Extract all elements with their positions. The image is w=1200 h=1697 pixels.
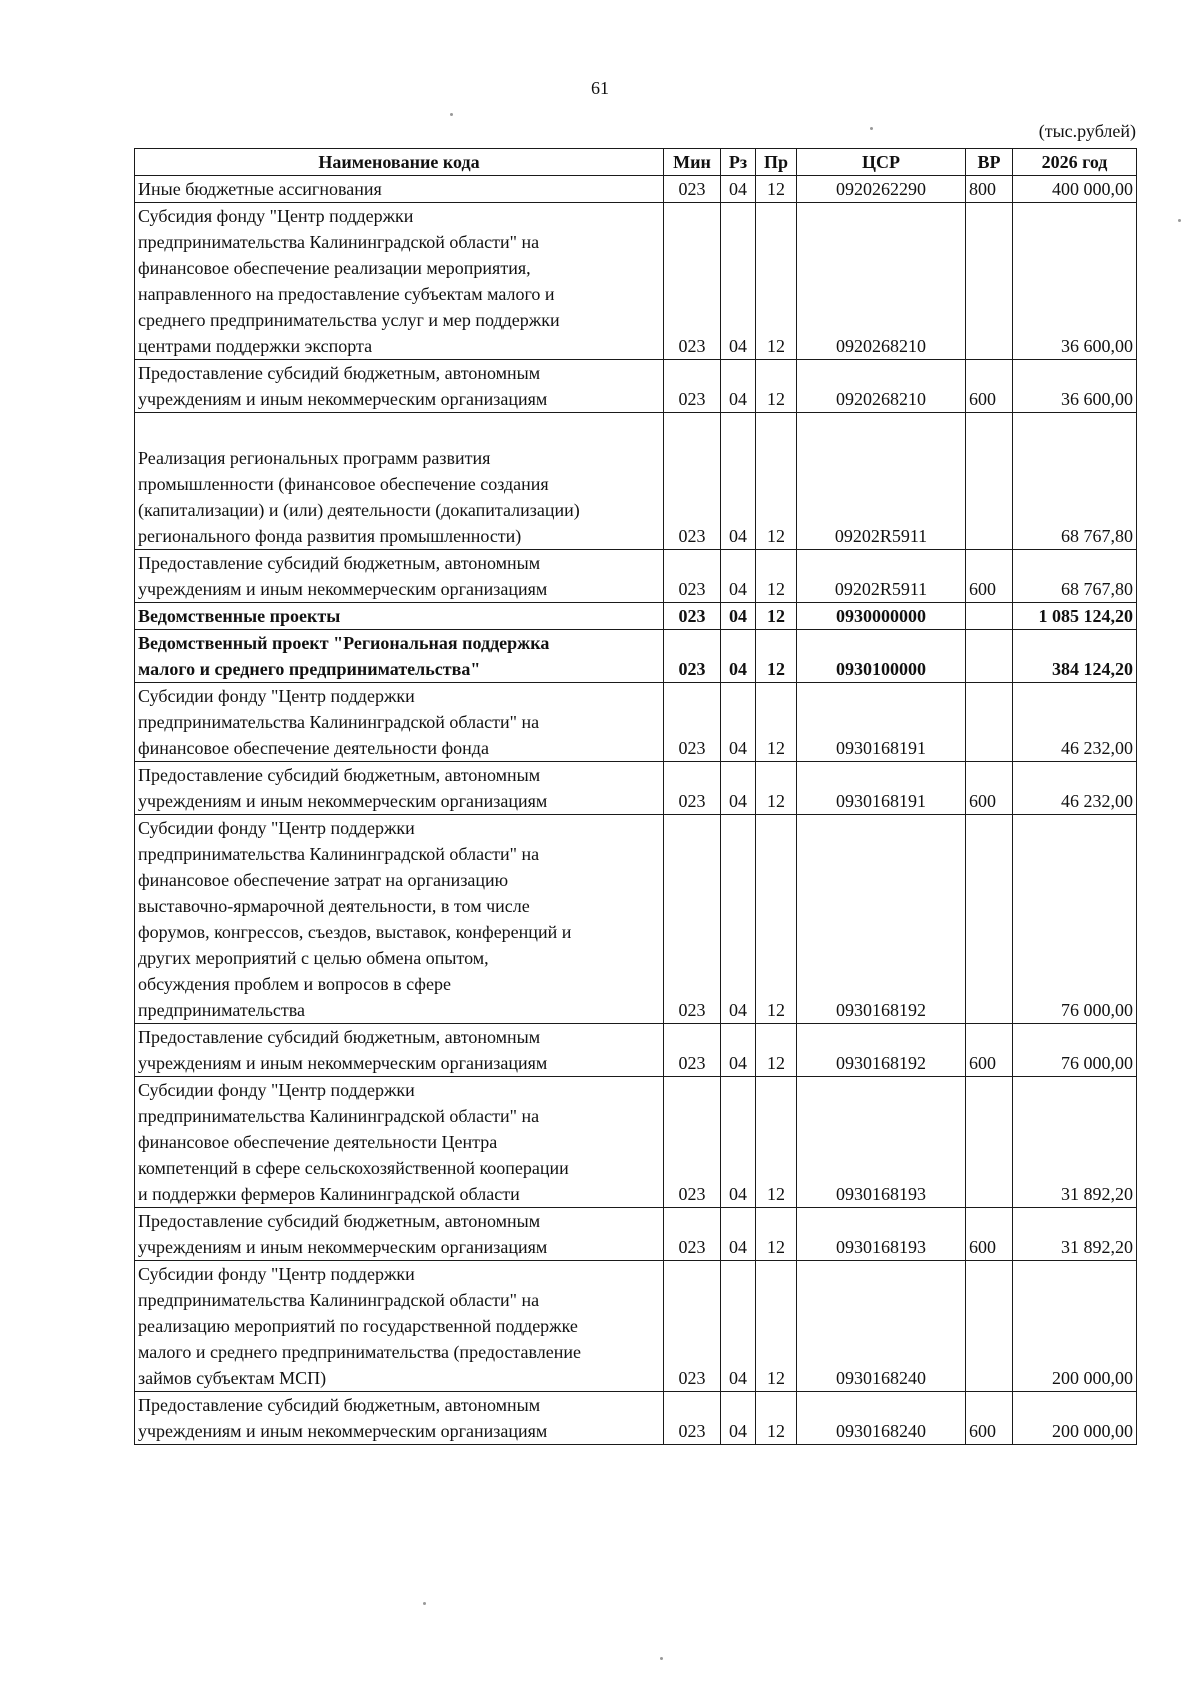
table-row — [135, 815, 1137, 1024]
table-row — [135, 1024, 1137, 1077]
row-pr: 12 — [756, 630, 797, 683]
row-vr: 600 — [966, 360, 1013, 413]
table-row — [135, 413, 1137, 550]
row-sum: 68 767,80 — [1013, 413, 1137, 550]
row-csr: 0930100000 — [797, 630, 966, 683]
row-vr — [966, 603, 1013, 630]
row-name: Субсидия фонду "Центр поддержки предпринимательства Калининградской области" на финансовое обеспечение реализации мероприятия, направленного на предоставление субъектам малого и среднего предпринимательства услуг и мер поддержки центрами поддержки экспорта — [135, 203, 664, 360]
row-sum: 36 600,00 — [1013, 360, 1137, 413]
row-sum: 31 892,20 — [1013, 1208, 1137, 1261]
row-rz: 04 — [721, 683, 756, 762]
row-sum: 46 232,00 — [1013, 683, 1137, 762]
row-name: Ведомственные проекты — [135, 603, 664, 630]
row-min: 023 — [664, 176, 721, 203]
row-pr: 12 — [756, 815, 797, 1024]
table-row — [135, 550, 1137, 603]
row-vr: 600 — [966, 1208, 1013, 1261]
row-rz: 04 — [721, 603, 756, 630]
row-rz: 04 — [721, 413, 756, 550]
row-min: 023 — [664, 413, 721, 550]
row-pr: 12 — [756, 683, 797, 762]
row-min: 023 — [664, 1261, 721, 1392]
table-row — [135, 1392, 1137, 1445]
row-rz: 04 — [721, 1077, 756, 1208]
row-name: Предоставление субсидий бюджетным, автономным учреждениям и иным некоммерческим организациям — [135, 360, 664, 413]
row-pr: 12 — [756, 762, 797, 815]
budget-table — [134, 148, 1137, 1445]
units-label: (тыс.рублей) — [1038, 121, 1136, 141]
header-name: Наименование кода — [135, 149, 664, 176]
table-header-row — [135, 149, 1137, 176]
row-csr: 0920268210 — [797, 203, 966, 360]
table-row — [135, 176, 1137, 203]
row-vr — [966, 815, 1013, 1024]
row-rz: 04 — [721, 815, 756, 1024]
row-rz: 04 — [721, 630, 756, 683]
row-name: Ведомственный проект "Региональная поддержка малого и среднего предпринимательства" — [135, 630, 664, 683]
row-name: Субсидии фонду "Центр поддержки предпринимательства Калининградской области" на финансовое обеспечение деятельности фонда — [135, 683, 664, 762]
row-name: Предоставление субсидий бюджетным, автономным учреждениям и иным некоммерческим организациям — [135, 1208, 664, 1261]
row-csr: 0930168193 — [797, 1077, 966, 1208]
table-row — [135, 1077, 1137, 1208]
row-csr: 09202R5911 — [797, 413, 966, 550]
header-rz: Рз — [721, 149, 756, 176]
row-vr — [966, 1077, 1013, 1208]
row-csr: 0920268210 — [797, 360, 966, 413]
row-sum: 384 124,20 — [1013, 630, 1137, 683]
row-csr: 0930168191 — [797, 683, 966, 762]
row-min: 023 — [664, 630, 721, 683]
table-row — [135, 683, 1137, 762]
table-row — [135, 360, 1137, 413]
row-vr — [966, 413, 1013, 550]
row-csr: 0930168192 — [797, 815, 966, 1024]
row-pr: 12 — [756, 1077, 797, 1208]
header-pr: Пр — [756, 149, 797, 176]
row-min: 023 — [664, 1077, 721, 1208]
row-name: Реализация региональных программ развития промышленности (финансовое обеспечение создания (капитализации) и (или) деятельности (докапитализации) регионального фонда развития промышленности) — [135, 413, 664, 550]
scan-speck — [870, 127, 873, 130]
row-rz: 04 — [721, 1261, 756, 1392]
row-csr: 0930168240 — [797, 1261, 966, 1392]
table-row — [135, 1208, 1137, 1261]
row-min: 023 — [664, 603, 721, 630]
row-sum: 1 085 124,20 — [1013, 603, 1137, 630]
row-vr: 600 — [966, 762, 1013, 815]
row-csr: 0930168240 — [797, 1392, 966, 1445]
row-min: 023 — [664, 1208, 721, 1261]
row-pr: 12 — [756, 550, 797, 603]
row-rz: 04 — [721, 1024, 756, 1077]
header-sum: 2026 год — [1013, 149, 1137, 176]
row-rz: 04 — [721, 360, 756, 413]
row-name: Предоставление субсидий бюджетным, автономным учреждениям и иным некоммерческим организациям — [135, 1024, 664, 1077]
row-sum: 76 000,00 — [1013, 1024, 1137, 1077]
row-pr: 12 — [756, 1024, 797, 1077]
row-pr: 12 — [756, 1261, 797, 1392]
row-pr: 12 — [756, 176, 797, 203]
header-csr: ЦСР — [797, 149, 966, 176]
row-csr: 0930168191 — [797, 762, 966, 815]
scan-speck — [423, 1602, 426, 1605]
row-vr — [966, 203, 1013, 360]
row-pr: 12 — [756, 603, 797, 630]
row-sum: 200 000,00 — [1013, 1392, 1137, 1445]
row-pr: 12 — [756, 203, 797, 360]
row-name: Субсидии фонду "Центр поддержки предпринимательства Калининградской области" на реализацию мероприятий по государственной поддержке малого и среднего предпринимательства (предоставление займов субъектам МСП) — [135, 1261, 664, 1392]
row-sum: 200 000,00 — [1013, 1261, 1137, 1392]
scan-speck — [1178, 219, 1181, 222]
row-min: 023 — [664, 203, 721, 360]
row-csr: 0930168192 — [797, 1024, 966, 1077]
row-min: 023 — [664, 762, 721, 815]
table-row — [135, 203, 1137, 360]
row-vr — [966, 683, 1013, 762]
scan-speck — [450, 113, 453, 116]
table-row — [135, 1261, 1137, 1392]
row-pr: 12 — [756, 413, 797, 550]
row-name: Предоставление субсидий бюджетным, автономным учреждениям и иным некоммерческим организациям — [135, 550, 664, 603]
row-pr: 12 — [756, 1392, 797, 1445]
row-rz: 04 — [721, 176, 756, 203]
row-vr: 600 — [966, 1024, 1013, 1077]
row-csr: 0920262290 — [797, 176, 966, 203]
row-csr: 0930168193 — [797, 1208, 966, 1261]
row-rz: 04 — [721, 1392, 756, 1445]
row-name: Субсидии фонду "Центр поддержки предпринимательства Калининградской области" на финансовое обеспечение деятельности Центра компетенций в сфере сельскохозяйственной кооперации и поддержки фермеров Калининградской области — [135, 1077, 664, 1208]
row-min: 023 — [664, 360, 721, 413]
row-min: 023 — [664, 683, 721, 762]
row-vr: 600 — [966, 550, 1013, 603]
row-pr: 12 — [756, 360, 797, 413]
row-rz: 04 — [721, 550, 756, 603]
row-sum: 68 767,80 — [1013, 550, 1137, 603]
row-name: Предоставление субсидий бюджетным, автономным учреждениям и иным некоммерческим организациям — [135, 762, 664, 815]
row-min: 023 — [664, 550, 721, 603]
header-vr: ВР — [966, 149, 1013, 176]
row-name: Иные бюджетные ассигнования — [135, 176, 664, 203]
scan-speck — [660, 1657, 663, 1660]
page-number: 61 — [591, 78, 609, 98]
row-vr: 600 — [966, 1392, 1013, 1445]
row-sum: 36 600,00 — [1013, 203, 1137, 360]
row-min: 023 — [664, 1024, 721, 1077]
row-rz: 04 — [721, 762, 756, 815]
row-vr — [966, 1261, 1013, 1392]
row-name: Предоставление субсидий бюджетным, автономным учреждениям и иным некоммерческим организациям — [135, 1392, 664, 1445]
row-csr: 0930000000 — [797, 603, 966, 630]
row-rz: 04 — [721, 1208, 756, 1261]
row-sum: 46 232,00 — [1013, 762, 1137, 815]
row-sum: 31 892,20 — [1013, 1077, 1137, 1208]
header-min: Мин — [664, 149, 721, 176]
row-vr — [966, 630, 1013, 683]
row-pr: 12 — [756, 1208, 797, 1261]
row-min: 023 — [664, 1392, 721, 1445]
table-row — [135, 603, 1137, 630]
row-sum: 76 000,00 — [1013, 815, 1137, 1024]
row-vr: 800 — [966, 176, 1013, 203]
row-name: Субсидии фонду "Центр поддержки предпринимательства Калининградской области" на финансовое обеспечение затрат на организацию выставочно-ярмарочной деятельности, в том числе форумов, конгрессов, съездов, выставок, конференций и других мероприятий с целью обмена опытом, обсуждения проблем и вопросов в сфере предпринимательства — [135, 815, 664, 1024]
table-row — [135, 630, 1137, 683]
row-sum: 400 000,00 — [1013, 176, 1137, 203]
table-row — [135, 762, 1137, 815]
row-rz: 04 — [721, 203, 756, 360]
row-min: 023 — [664, 815, 721, 1024]
row-csr: 09202R5911 — [797, 550, 966, 603]
